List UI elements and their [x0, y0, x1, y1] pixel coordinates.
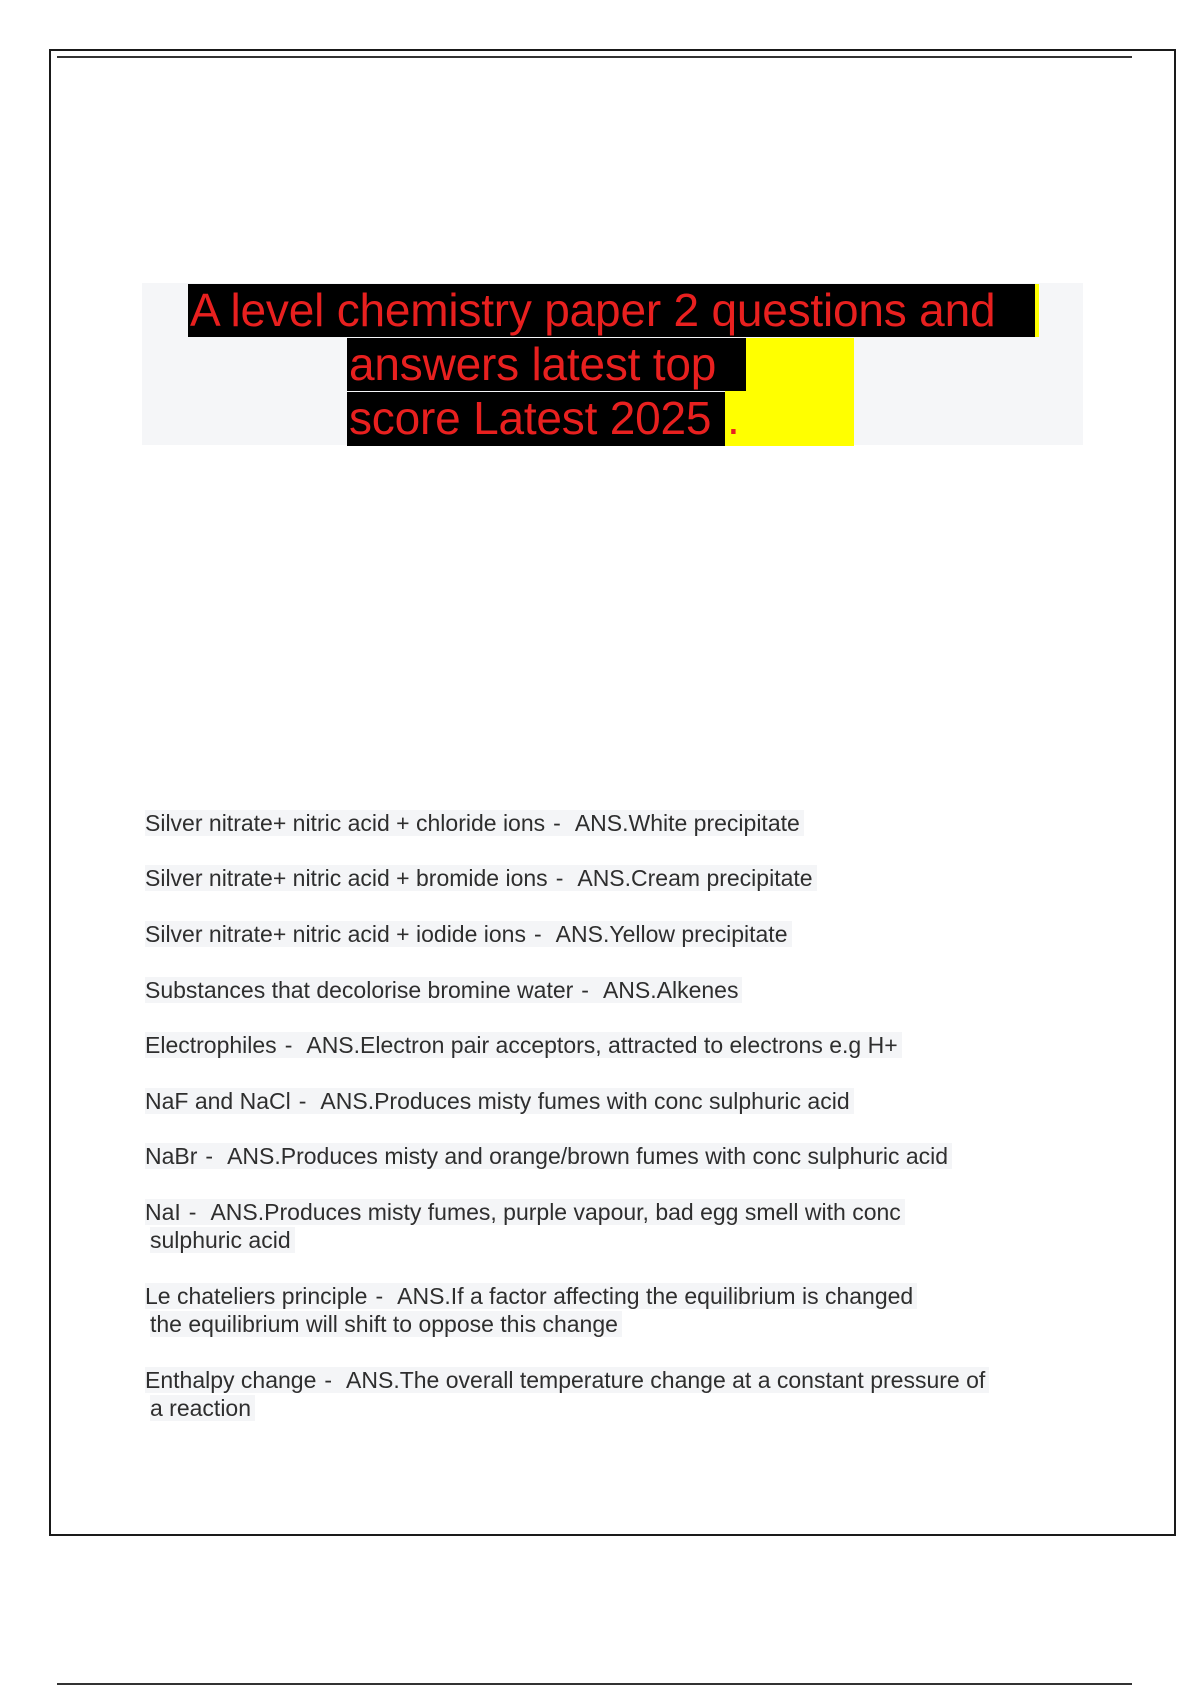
qa-item — [145, 1031, 902, 1059]
qa-answer-continuation: a reaction — [150, 1395, 255, 1421]
qa-item — [145, 1142, 952, 1170]
qa-answer: ANS.Cream precipitate — [577, 865, 813, 891]
qa-question: Silver nitrate+ nitric acid + chloride ions — [145, 810, 546, 836]
qa-question: Le chateliers principle — [145, 1283, 368, 1309]
qa-answer: ANS.If a factor affecting the equilibrium is changed — [397, 1283, 914, 1309]
qa-separator: - — [324, 1367, 333, 1393]
qa-separator: - — [553, 810, 561, 836]
qa-separator: - — [533, 921, 542, 947]
qa-item — [145, 1282, 917, 1338]
qa-answer-continuation: sulphuric acid — [150, 1227, 295, 1253]
qa-answer: ANS.Produces misty fumes, purple vapour, bad egg smell with conc — [210, 1199, 901, 1225]
qa-question: Electrophiles — [145, 1032, 277, 1058]
qa-answer: ANS.Produces misty and orange/brown fumes with conc sulphuric acid — [227, 1143, 949, 1169]
qa-separator: - — [298, 1088, 307, 1114]
title-line-1: A level chemistry paper 2 questions and — [188, 284, 1035, 337]
bottom-rule — [57, 1683, 1132, 1685]
qa-item — [145, 1087, 854, 1115]
qa-answer: ANS.White precipitate — [574, 810, 800, 836]
qa-item — [145, 1198, 905, 1254]
qa-answer-continuation: the equilibrium will shift to oppose this change — [150, 1311, 622, 1337]
qa-separator: - — [188, 1199, 197, 1225]
qa-item — [145, 920, 792, 948]
qa-answer: ANS.The overall temperature change at a constant pressure of — [346, 1367, 986, 1393]
qa-answer: ANS.Electron pair acceptors, attracted to electrons e.g H+ — [306, 1032, 898, 1058]
qa-separator: - — [555, 865, 564, 891]
title-line-2: answers latest top — [347, 338, 746, 391]
title-line-3: score Latest 2025 — [347, 392, 725, 446]
qa-item — [145, 864, 817, 892]
qa-question: Substances that decolorise bromine water — [145, 977, 574, 1003]
qa-question: NaI — [145, 1199, 181, 1225]
qa-separator: - — [284, 1032, 293, 1058]
title-period: . — [727, 392, 740, 444]
qa-question: Enthalpy change — [145, 1367, 317, 1393]
qa-separator: - — [205, 1143, 214, 1169]
qa-separator: - — [581, 977, 589, 1003]
qa-question: Silver nitrate+ nitric acid + iodide ions — [145, 921, 526, 947]
qa-answer: ANS.Produces misty fumes with conc sulphuric acid — [320, 1088, 850, 1114]
qa-question: Silver nitrate+ nitric acid + bromide ions — [145, 865, 548, 891]
qa-item — [145, 809, 804, 837]
qa-answer: ANS.Alkenes — [602, 977, 739, 1003]
qa-answer: ANS.Yellow precipitate — [555, 921, 788, 947]
qa-question: NaBr — [145, 1143, 198, 1169]
top-rule — [57, 56, 1132, 58]
qa-question: NaF and NaCl — [145, 1088, 291, 1114]
qa-separator: - — [375, 1283, 384, 1309]
qa-item — [145, 1366, 989, 1422]
qa-item — [145, 976, 742, 1004]
